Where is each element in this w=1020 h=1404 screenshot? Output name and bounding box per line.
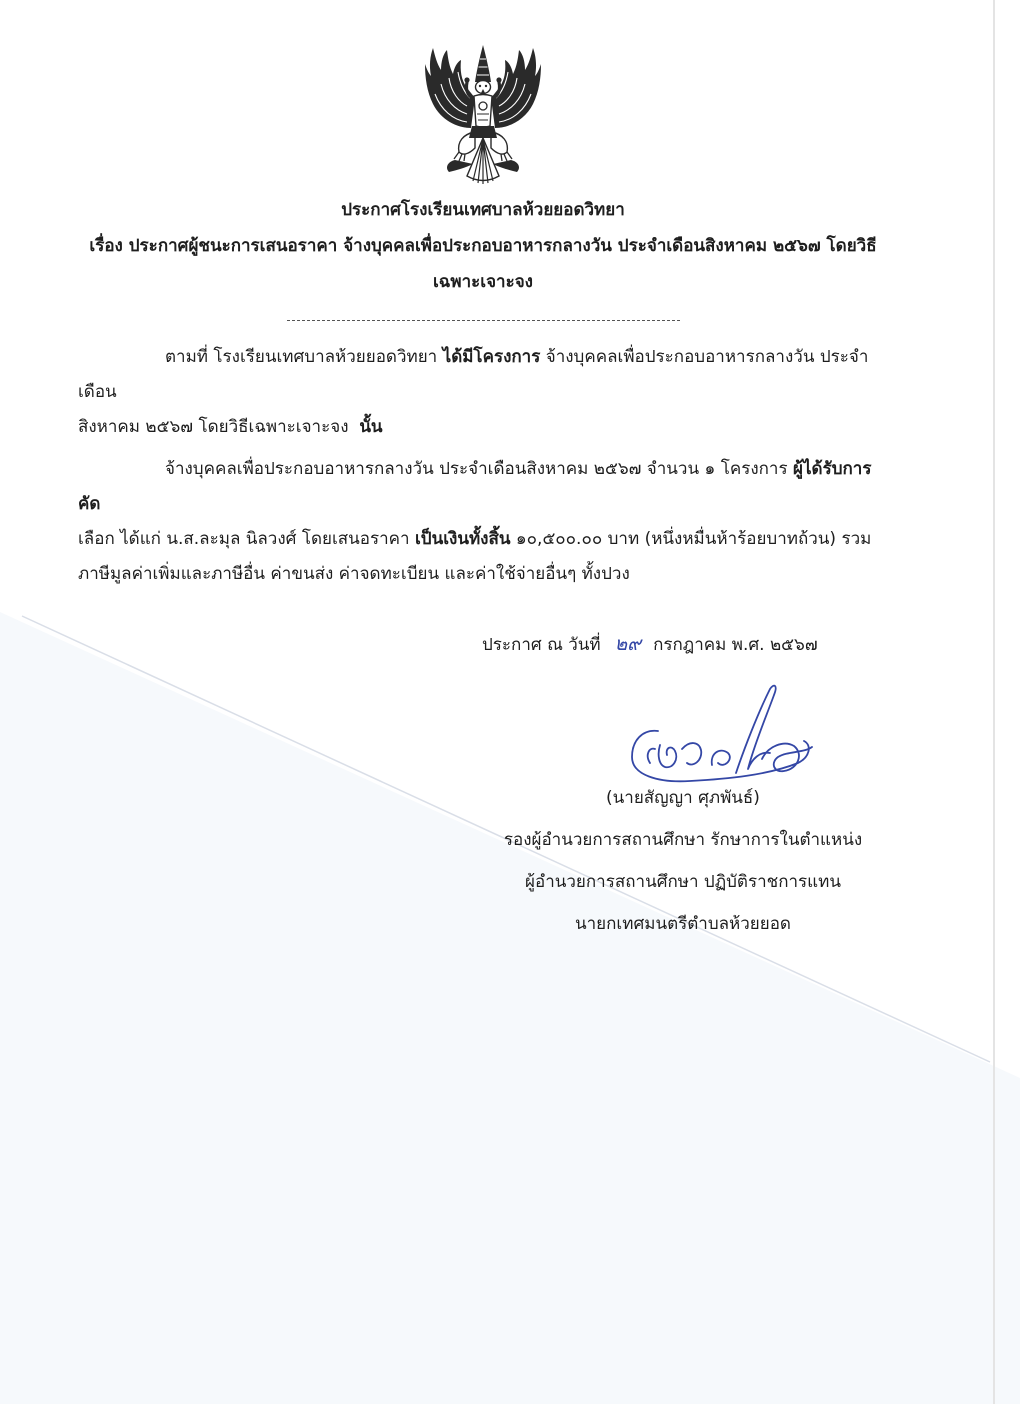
announcement-date <box>78 627 888 663</box>
body-text-bold: นั้น <box>359 417 383 437</box>
garuda-emblem-icon <box>417 42 549 187</box>
dashed-separator <box>287 320 680 321</box>
date-prefix: ประกาศ ณ วันที่ <box>482 635 601 655</box>
body-text-bold: ได้มีโครงการ <box>442 347 541 367</box>
announcement-subject-line-1: เรื่อง ประกาศผู้ชนะการเสนอราคา จ้างบุคคลเพื่อประกอบอาหารกลางวัน ประจำเดือนสิงหาคม ๒๕๖๗ โดยวิธี <box>89 236 877 256</box>
signatory-block <box>483 777 883 945</box>
paragraph-project <box>78 340 888 445</box>
body-text: จ้างบุคคลเพื่อประกอบอาหารกลางวัน ประจำเดือน <box>78 347 869 402</box>
signatory-position-line-2: ผู้อำนวยการสถานศึกษา ปฏิบัติราชการแทน <box>525 872 841 892</box>
signatory-position-line-3: นายกเทศมนตรีตำบลห้วยยอด <box>575 914 791 934</box>
body-text: สิงหาคม ๒๕๖๗ โดยวิธีเฉพาะเจาะจง <box>78 417 360 437</box>
body-text-bold: ผู้ได้รับการคัด <box>78 459 872 514</box>
announcement-title: ประกาศโรงเรียนเทศบาลห้วยยอดวิทยา <box>341 200 625 220</box>
handwritten-day: ๒๙ <box>614 633 642 655</box>
body-text: ภาษีมูลค่าเพิ่มและภาษีอื่น ค่าขนส่ง ค่าจดทะเบียน และค่าใช้จ่ายอื่นๆ ทั้งปวง <box>78 564 630 584</box>
announcement-content <box>78 0 888 945</box>
body-line <box>78 557 888 592</box>
date-suffix: กรกฎาคม พ.ศ. ๒๕๖๗ <box>653 635 818 655</box>
body-text: ตามที่ โรงเรียนเทศบาลห้วยยอดวิทยา <box>165 347 443 367</box>
body-line <box>78 452 888 522</box>
body-text: จ้างบุคคลเพื่อประกอบอาหารกลางวัน ประจำเดือนสิงหาคม ๒๕๖๗ จำนวน ๑ โครงการ <box>165 459 794 479</box>
announcement-body <box>78 340 888 592</box>
body-line <box>78 522 888 557</box>
signature-icon <box>628 683 813 788</box>
signature-area <box>78 683 888 777</box>
body-text-bold: เป็นเงินทั้งสิ้น <box>415 529 511 549</box>
announcement-header <box>78 192 888 300</box>
body-line <box>78 410 888 445</box>
announcement-subject-line-2: เฉพาะเจาะจง <box>433 272 533 292</box>
body-text: เลือก ได้แก่ น.ส.ละมุล นิลวงศ์ โดยเสนอราคา <box>78 529 415 549</box>
body-text: ๑๐,๕๐๐.๐๐ บาท (หนึ่งหมื่นห้าร้อยบาทถ้วน) รวม <box>510 529 872 549</box>
body-line <box>78 340 888 410</box>
paragraph-winner <box>78 452 888 592</box>
signatory-position-line-1: รองผู้อำนวยการสถานศึกษา รักษาการในตำแหน่ง <box>503 830 863 850</box>
signatory-name: (นายสัญญา ศุภพันธ์) <box>606 788 760 808</box>
